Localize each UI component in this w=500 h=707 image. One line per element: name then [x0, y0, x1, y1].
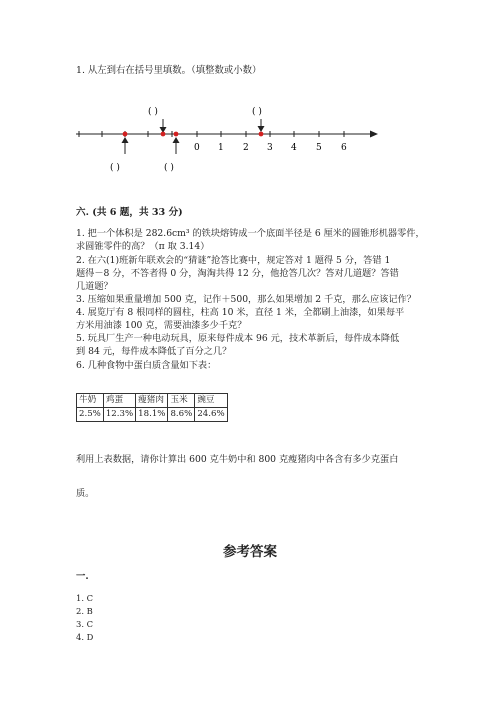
answers-title: 参考答案	[223, 544, 277, 560]
protein-table	[76, 393, 228, 422]
tick-label: 1	[218, 143, 224, 153]
red-point	[161, 132, 166, 137]
up-arrow-icon	[173, 137, 180, 154]
tick-label: 0	[194, 143, 200, 153]
table-cell: 12.3%	[103, 408, 135, 422]
tick-label: 4	[291, 143, 297, 153]
table-header-cell: 牛奶	[77, 394, 104, 408]
question-line: 到 84 元，每件成本降低了百分之几？	[76, 346, 232, 357]
table-header-cell: 豌豆	[195, 394, 227, 408]
question-line: 4. 展览厅有 8 根同样的圆柱，柱高 10 米，直径 1 米，全都刷上油漆，如果每平	[76, 307, 405, 318]
answer-item: 4. D	[76, 632, 94, 642]
number-line-figure	[70, 100, 390, 180]
table-header-row	[77, 394, 228, 408]
tick-label: 3	[267, 143, 273, 153]
red-point	[259, 132, 264, 137]
table-header-cell: 鸡蛋	[103, 394, 135, 408]
answer-item: 2. B	[76, 606, 93, 616]
upper-bracket-2: ( )	[252, 107, 262, 117]
answers-section-title: 一.	[76, 571, 89, 582]
question-line: 利用上表数据，请你计算出 600 克牛奶中和 800 克瘦猪肉中各含有多少克蛋白	[76, 454, 399, 465]
tick-label: 5	[316, 143, 322, 153]
question-line: 2. 在六(1)班新年联欢会的“猜谜”抢答比赛中，规定答对 1 题得 5 分，答错 1	[76, 255, 391, 266]
number-line-axis	[76, 131, 378, 138]
question-line: 3. 压缩如果重量增加 500 克，记作＋500，那么如果增加 2 千克，那么应该记作？	[76, 294, 416, 305]
down-arrow-icon	[160, 119, 167, 133]
table-cell: 8.6%	[168, 408, 195, 422]
answer-item: 3. C	[76, 619, 94, 629]
table-header-cell: 玉米	[168, 394, 195, 408]
lower-bracket-1: ( )	[110, 163, 120, 173]
table-row	[77, 408, 228, 422]
table-cell: 2.5%	[77, 408, 104, 422]
lower-bracket-2: ( )	[164, 163, 174, 173]
table-cell: 24.6%	[195, 408, 227, 422]
red-point	[174, 132, 179, 137]
up-arrow-icon	[122, 137, 129, 154]
table-header-cell: 瘦猪肉	[136, 394, 168, 408]
down-arrow-icon	[258, 119, 265, 132]
table-cell: 18.1%	[136, 408, 168, 422]
upper-bracket-1: ( )	[148, 107, 158, 117]
tick-label: 6	[341, 143, 347, 153]
answer-item: 1. C	[76, 593, 94, 603]
question-line: 几道题？	[76, 281, 113, 292]
question-line: 1. 把一个体积是 282.6cm³ 的铁块熔铸成一个底面半径是 6 厘米的圆锥形机器零件，	[76, 228, 425, 239]
tick-label: 2	[243, 143, 249, 153]
section-6-title: 六. (共 6 题，共 33 分)	[76, 207, 183, 218]
question-line: 6. 几种食物中蛋白质含量如下表：	[76, 360, 217, 371]
question-line: 质。	[76, 488, 95, 499]
question-line: 题得－8 分，不答者得 0 分，淘淘共得 12 分，他抢答几次？答对几道题？答错	[76, 268, 399, 279]
question-line: 求圆锥零件的高？（π 取 3.14）	[76, 241, 210, 252]
question-line: 5. 玩具厂生产一种电动玩具，原来每件成本 96 元，技术革新后，每件成本降低	[76, 333, 400, 344]
red-point	[123, 132, 128, 137]
question-line: 方米用油漆 100 克，需要油漆多少千克？	[76, 320, 247, 331]
question-1-title: 1. 从左到右在括号里填数。（填整数或小数）	[76, 65, 262, 76]
